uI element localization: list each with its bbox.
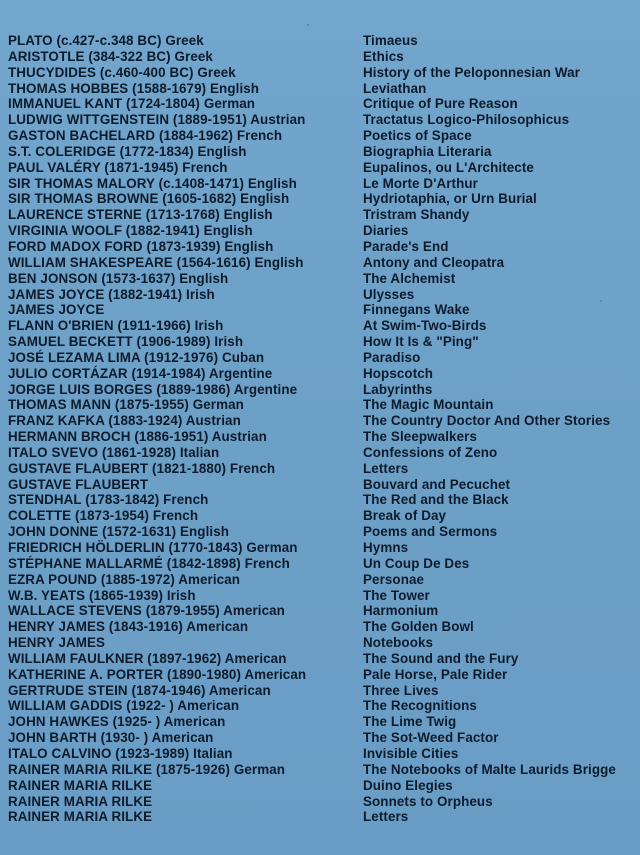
author-entry: W.B. YEATS (1865-1939) Irish bbox=[8, 587, 196, 603]
author-entry: STENDHAL (1783-1842) French bbox=[8, 492, 209, 508]
work-title: The Tower bbox=[363, 587, 430, 603]
work-title: Pale Horse, Pale Rider bbox=[363, 666, 508, 682]
work-title: Duino Elegies bbox=[363, 777, 453, 793]
work-title: Un Coup De Des bbox=[363, 555, 470, 571]
author-entry: RAINER MARIA RILKE (1875-1926) German bbox=[8, 761, 286, 777]
author-entry: JOSÉ LEZAMA LIMA (1912-1976) Cuban bbox=[8, 349, 265, 365]
author-entry: PAUL VALÉRY (1871-1945) French bbox=[8, 159, 228, 175]
list-item bbox=[0, 207, 640, 223]
work-title: Tristram Shandy bbox=[363, 207, 470, 223]
work-title: Parade's End bbox=[363, 238, 449, 254]
author-entry: WILLIAM FAULKNER (1897-1962) American bbox=[8, 650, 287, 666]
author-entry: JULIO CORTÁZAR (1914-1984) Argentine bbox=[8, 365, 273, 381]
work-title: The Red and the Black bbox=[363, 492, 509, 508]
list-item bbox=[0, 318, 640, 334]
author-entry: FLANN O'BRIEN (1911-1966) Irish bbox=[8, 318, 224, 334]
list-item bbox=[0, 445, 640, 461]
work-title: Ethics bbox=[363, 48, 404, 64]
author-entry: RAINER MARIA RILKE bbox=[8, 809, 153, 825]
work-title: Notebooks bbox=[363, 635, 434, 651]
author-entry: JAMES JOYCE bbox=[8, 302, 105, 318]
list-item bbox=[0, 65, 640, 81]
author-entry: FRIEDRICH HÖLDERLIN (1770-1843) German bbox=[8, 540, 298, 555]
list-item bbox=[0, 619, 640, 635]
list-item bbox=[0, 809, 640, 825]
author-entry: LUDWIG WITTGENSTEIN (1889-1951) Austrian bbox=[8, 112, 306, 128]
list-item bbox=[0, 746, 640, 762]
list-item bbox=[0, 794, 640, 810]
author-entry: S.T. COLERIDGE (1772-1834) English bbox=[8, 143, 247, 159]
work-title: The Sleepwalkers bbox=[363, 429, 477, 445]
work-title: The Notebooks of Malte Laurids Brigge bbox=[363, 761, 616, 777]
author-entry: ITALO CALVINO (1923-1989) Italian bbox=[8, 745, 233, 761]
author-entry: KATHERINE A. PORTER (1890-1980) American bbox=[8, 666, 307, 682]
work-title: Le Morte D'Arthur bbox=[363, 175, 478, 191]
author-entry: HENRY JAMES (1843-1916) American bbox=[8, 619, 249, 635]
list-item bbox=[0, 603, 640, 619]
author-entry: COLETTE (1873-1954) French bbox=[8, 508, 199, 524]
author-entry: WALLACE STEVENS (1879-1955) American bbox=[8, 603, 285, 619]
list-item bbox=[0, 667, 640, 683]
work-title: Invisible Cities bbox=[363, 745, 459, 761]
list-item bbox=[0, 49, 640, 65]
work-title: Hymns bbox=[363, 540, 409, 555]
list-item bbox=[0, 255, 640, 271]
work-title: How It Is & "Ping" bbox=[363, 334, 479, 350]
work-title: Hydriotaphia, or Urn Burial bbox=[363, 191, 537, 207]
list-item bbox=[0, 635, 640, 651]
list-item bbox=[0, 144, 640, 160]
author-entry: SAMUEL BECKETT (1906-1989) Irish bbox=[8, 334, 244, 350]
list-item bbox=[0, 33, 640, 49]
list-item bbox=[0, 128, 640, 144]
list-item bbox=[0, 572, 640, 588]
author-entry: JAMES JOYCE (1882-1941) Irish bbox=[8, 286, 215, 302]
author-entry: LAURENCE STERNE (1713-1768) English bbox=[8, 207, 273, 223]
work-title: The Alchemist bbox=[363, 270, 456, 286]
list-item bbox=[0, 96, 640, 112]
list-item bbox=[0, 698, 640, 714]
list-item bbox=[0, 239, 640, 255]
work-title: Eupalinos, ou L'Architecte bbox=[363, 159, 534, 175]
list-item bbox=[0, 223, 640, 239]
work-title: The Magic Mountain bbox=[363, 397, 494, 413]
list-item bbox=[0, 191, 640, 207]
author-entry: SIR THOMAS BROWNE (1605-1682) English bbox=[8, 191, 290, 207]
work-title: The Golden Bowl bbox=[363, 619, 474, 635]
author-entry: HERMANN BROCH (1886-1951) Austrian bbox=[8, 429, 267, 445]
list-item bbox=[0, 334, 640, 350]
list-item bbox=[0, 651, 640, 667]
author-entry: GERTRUDE STEIN (1874-1946) American bbox=[8, 682, 271, 698]
list-item bbox=[0, 81, 640, 97]
author-entry: ITALO SVEVO (1861-1928) Italian bbox=[8, 444, 220, 460]
author-entry: BEN JONSON (1573-1637) English bbox=[8, 270, 229, 286]
work-title: Letters bbox=[363, 460, 409, 476]
author-entry: THUCYDIDES (c.460-400 BC) Greek bbox=[8, 64, 236, 80]
list-item bbox=[0, 556, 640, 572]
author-entry: JOHN DONNE (1572-1631) English bbox=[8, 524, 230, 540]
author-work-list bbox=[0, 33, 640, 825]
work-title: Leviathan bbox=[363, 80, 427, 96]
author-entry: WILLIAM GADDIS (1922- ) American bbox=[8, 698, 240, 714]
list-item bbox=[0, 588, 640, 604]
author-entry: VIRGINIA WOOLF (1882-1941) English bbox=[8, 223, 253, 239]
list-item bbox=[0, 778, 640, 794]
list-item bbox=[0, 477, 640, 493]
author-entry: EZRA POUND (1885-1972) American bbox=[8, 571, 241, 587]
author-entry: JORGE LUIS BORGES (1889-1986) Argentine bbox=[8, 381, 298, 397]
work-title: Bouvard and Pecuchet bbox=[363, 476, 511, 492]
author-entry: JOHN HAWKES (1925- ) American bbox=[8, 714, 226, 730]
work-title: Paradiso bbox=[363, 349, 421, 365]
work-title: Confessions of Zeno bbox=[363, 444, 498, 460]
list-item bbox=[0, 413, 640, 429]
list-item bbox=[0, 176, 640, 192]
author-entry: THOMAS MANN (1875-1955) German bbox=[8, 397, 244, 413]
work-title: The Recognitions bbox=[363, 698, 477, 714]
author-entry: WILLIAM SHAKESPEARE (1564-1616) English bbox=[8, 254, 304, 270]
work-title: The Sot-Weed Factor bbox=[363, 730, 499, 746]
work-title: Antony and Cleopatra bbox=[363, 254, 505, 270]
list-item bbox=[0, 540, 640, 556]
work-title: Harmonium bbox=[363, 603, 439, 619]
list-item bbox=[0, 714, 640, 730]
list-item bbox=[0, 350, 640, 366]
work-title: Finnegans Wake bbox=[363, 302, 470, 318]
work-title: The Lime Twig bbox=[363, 714, 457, 730]
author-entry: GASTON BACHELARD (1884-1962) French bbox=[8, 128, 283, 144]
work-title: The Sound and the Fury bbox=[363, 650, 519, 666]
work-title: Letters bbox=[363, 809, 409, 825]
list-item bbox=[0, 461, 640, 477]
author-entry: GUSTAVE FLAUBERT (1821-1880) French bbox=[8, 460, 276, 476]
work-title: Three Lives bbox=[363, 682, 439, 698]
list-item bbox=[0, 492, 640, 508]
work-title: Diaries bbox=[363, 223, 409, 239]
list-item bbox=[0, 762, 640, 778]
list-item bbox=[0, 683, 640, 699]
author-entry: THOMAS HOBBES (1588-1679) English bbox=[8, 80, 260, 96]
author-entry: PLATO (c.427-c.348 BC) Greek bbox=[8, 33, 204, 48]
list-item bbox=[0, 271, 640, 287]
work-title: At Swim-Two-Birds bbox=[363, 318, 487, 334]
list-item bbox=[0, 382, 640, 398]
list-item bbox=[0, 302, 640, 318]
list-item bbox=[0, 160, 640, 176]
work-title: Ulysses bbox=[363, 286, 415, 302]
author-entry: JOHN BARTH (1930- ) American bbox=[8, 730, 214, 746]
work-title: Sonnets to Orpheus bbox=[363, 793, 493, 809]
work-title: Biographia Literaria bbox=[363, 143, 492, 159]
author-entry: SIR THOMAS MALORY (c.1408-1471) English bbox=[8, 175, 297, 191]
work-title: Labyrinths bbox=[363, 381, 433, 397]
list-item bbox=[0, 366, 640, 382]
author-entry: RAINER MARIA RILKE bbox=[8, 777, 153, 793]
author-entry: STÉPHANE MALLARMÉ (1842-1898) French bbox=[8, 555, 290, 571]
author-entry: FORD MADOX FORD (1873-1939) English bbox=[8, 238, 274, 254]
list-item bbox=[0, 730, 640, 746]
author-entry: GUSTAVE FLAUBERT bbox=[8, 476, 149, 492]
work-title: Personae bbox=[363, 571, 425, 587]
work-title: Hopscotch bbox=[363, 365, 434, 381]
list-item bbox=[0, 429, 640, 445]
work-title: Break of Day bbox=[363, 508, 447, 524]
author-entry: RAINER MARIA RILKE bbox=[8, 793, 153, 809]
work-title: History of the Peloponnesian War bbox=[363, 64, 580, 80]
work-title: Tractatus Logico-Philosophicus bbox=[363, 112, 570, 128]
author-entry: FRANZ KAFKA (1883-1924) Austrian bbox=[8, 413, 241, 429]
list-item bbox=[0, 397, 640, 413]
work-title: Poetics of Space bbox=[363, 128, 472, 144]
list-item bbox=[0, 508, 640, 524]
author-entry: HENRY JAMES bbox=[8, 635, 106, 651]
work-title: Timaeus bbox=[363, 33, 418, 48]
list-item bbox=[0, 524, 640, 540]
paper-speck bbox=[307, 24, 309, 26]
list-item bbox=[0, 112, 640, 128]
work-title: The Country Doctor And Other Stories bbox=[363, 413, 611, 429]
list-item bbox=[0, 287, 640, 303]
author-entry: ARISTOTLE (384-322 BC) Greek bbox=[8, 48, 213, 64]
author-entry: IMMANUEL KANT (1724-1804) German bbox=[8, 96, 256, 112]
work-title: Poems and Sermons bbox=[363, 524, 498, 540]
work-title: Critique of Pure Reason bbox=[363, 96, 518, 112]
